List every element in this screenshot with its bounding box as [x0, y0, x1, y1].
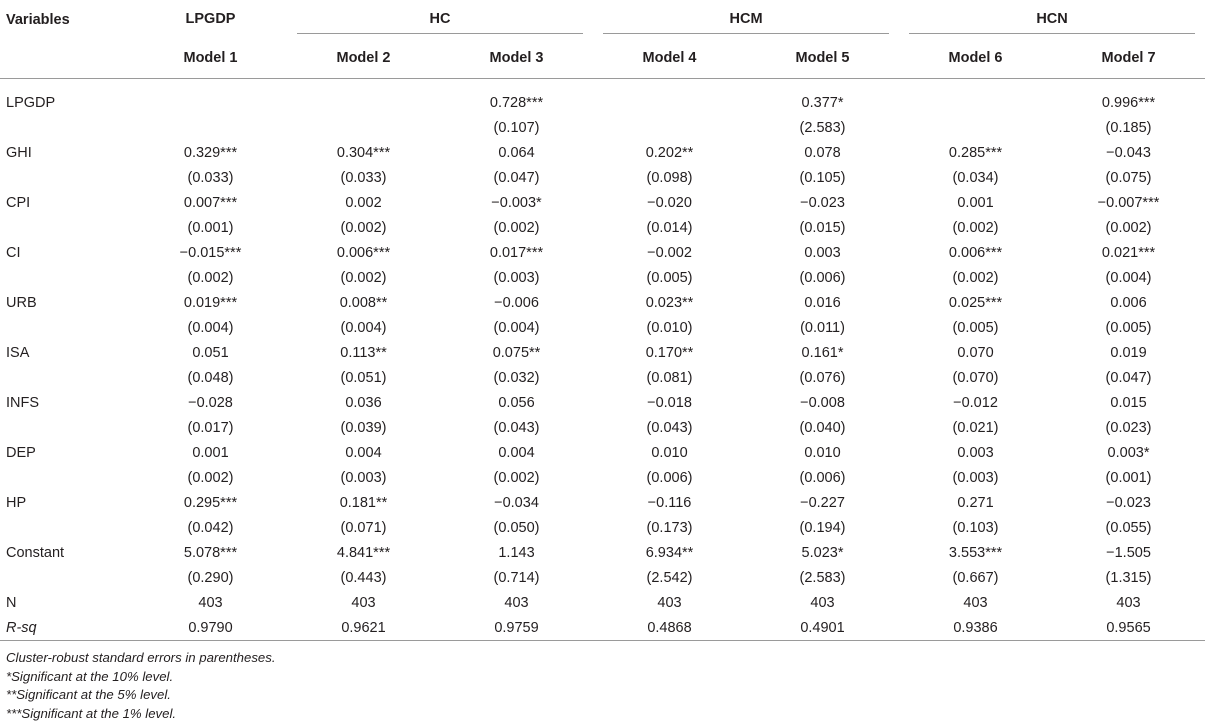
se-cell: (0.076)	[746, 366, 899, 391]
coef-cell: 0.728***	[440, 91, 593, 116]
se-cell: (0.714)	[440, 566, 593, 591]
spacer-row	[0, 78, 1205, 91]
coef-cell: 0.113**	[287, 341, 440, 366]
coef-cell: −0.007***	[1052, 191, 1205, 216]
se-cell: (0.050)	[440, 516, 593, 541]
se-cell	[899, 116, 1052, 141]
n-cell: 403	[287, 591, 440, 616]
rsq-cell: 0.9621	[287, 616, 440, 641]
coef-cell: 0.017***	[440, 241, 593, 266]
se-cell: (0.002)	[899, 266, 1052, 291]
empty-cell	[0, 116, 134, 141]
se-cell: (0.032)	[440, 366, 593, 391]
group-header-hcm: HCM	[593, 0, 899, 42]
rsq-cell: 0.9386	[899, 616, 1052, 641]
coef-cell: 0.329***	[134, 141, 287, 166]
coef-cell	[899, 91, 1052, 116]
empty-cell	[0, 316, 134, 341]
coef-cell: −0.116	[593, 491, 746, 516]
se-cell: (0.047)	[1052, 366, 1205, 391]
n-cell: 403	[1052, 591, 1205, 616]
se-cell: (0.033)	[134, 166, 287, 191]
coef-cell: −0.012	[899, 391, 1052, 416]
coef-cell: 0.036	[287, 391, 440, 416]
coef-cell: 1.143	[440, 541, 593, 566]
empty-cell	[0, 516, 134, 541]
coef-cell: 0.006***	[899, 241, 1052, 266]
table-notes	[0, 649, 1145, 723]
se-cell: (0.023)	[1052, 416, 1205, 441]
coef-cell: −0.002	[593, 241, 746, 266]
coef-cell: 0.023**	[593, 291, 746, 316]
variable-label: LPGDP	[0, 91, 134, 116]
coef-cell: 0.021***	[1052, 241, 1205, 266]
se-cell	[287, 116, 440, 141]
se-cell: (0.011)	[746, 316, 899, 341]
coef-cell: −0.023	[746, 191, 899, 216]
coef-cell: 0.006***	[287, 241, 440, 266]
se-cell: (0.185)	[1052, 116, 1205, 141]
coef-cell: 0.285***	[899, 141, 1052, 166]
coef-cell: 5.078***	[134, 541, 287, 566]
coef-cell: 0.015	[1052, 391, 1205, 416]
coef-cell: −0.018	[593, 391, 746, 416]
se-cell: (0.194)	[746, 516, 899, 541]
coef-cell: 0.271	[899, 491, 1052, 516]
se-cell: (0.002)	[440, 216, 593, 241]
coef-cell: 0.010	[593, 441, 746, 466]
se-cell: (0.006)	[746, 466, 899, 491]
model-header-row	[0, 42, 1205, 78]
se-cell: (0.005)	[1052, 316, 1205, 341]
se-cell: (0.005)	[593, 266, 746, 291]
coef-cell: 0.078	[746, 141, 899, 166]
n-row	[0, 591, 1205, 616]
se-cell: (0.005)	[899, 316, 1052, 341]
table-row-se	[0, 216, 1205, 241]
table-row	[0, 441, 1205, 466]
table-row	[0, 491, 1205, 516]
se-cell: (0.173)	[593, 516, 746, 541]
group-header-row	[0, 0, 1205, 42]
coef-cell: 0.019***	[134, 291, 287, 316]
coef-cell: −0.006	[440, 291, 593, 316]
table-row-se	[0, 366, 1205, 391]
empty-cell	[0, 216, 134, 241]
se-cell: (0.006)	[746, 266, 899, 291]
se-cell: (0.667)	[899, 566, 1052, 591]
se-cell: (0.048)	[134, 366, 287, 391]
se-cell: (0.034)	[899, 166, 1052, 191]
table-row	[0, 191, 1205, 216]
coef-cell: 0.003	[899, 441, 1052, 466]
table-row-se	[0, 466, 1205, 491]
rsq-cell: 0.4868	[593, 616, 746, 641]
coef-cell: 0.008**	[287, 291, 440, 316]
coef-cell: −0.015***	[134, 241, 287, 266]
coef-cell: 0.002	[287, 191, 440, 216]
se-cell: (0.015)	[746, 216, 899, 241]
se-cell: (0.098)	[593, 166, 746, 191]
se-cell: (0.075)	[1052, 166, 1205, 191]
se-cell: (0.003)	[440, 266, 593, 291]
rsq-cell: 0.9790	[134, 616, 287, 641]
se-cell: (0.002)	[440, 466, 593, 491]
empty-cell	[0, 166, 134, 191]
group-header-lpgdp: LPGDP	[134, 0, 287, 42]
empty-cell	[0, 466, 134, 491]
coef-cell: 3.553***	[899, 541, 1052, 566]
coef-cell: 0.064	[440, 141, 593, 166]
se-cell: (2.542)	[593, 566, 746, 591]
coef-cell: 0.019	[1052, 341, 1205, 366]
coef-cell: 0.007***	[134, 191, 287, 216]
se-cell: (0.003)	[287, 466, 440, 491]
rsq-row	[0, 616, 1205, 641]
coef-cell: 0.304***	[287, 141, 440, 166]
table-row	[0, 91, 1205, 116]
se-cell: (0.004)	[440, 316, 593, 341]
model-header: Model 7	[1052, 42, 1205, 78]
table-row-se	[0, 516, 1205, 541]
empty-cell	[0, 566, 134, 591]
coef-cell: 0.996***	[1052, 91, 1205, 116]
se-cell: (0.081)	[593, 366, 746, 391]
coef-cell: 4.841***	[287, 541, 440, 566]
se-cell: (0.043)	[593, 416, 746, 441]
variable-label: CI	[0, 241, 134, 266]
n-cell: 403	[440, 591, 593, 616]
coef-cell: 5.023*	[746, 541, 899, 566]
table-row	[0, 391, 1205, 416]
se-cell: (0.039)	[287, 416, 440, 441]
table-body	[0, 78, 1205, 641]
coef-cell: 0.004	[440, 441, 593, 466]
table-row	[0, 141, 1205, 166]
n-cell: 403	[134, 591, 287, 616]
coef-cell: 0.056	[440, 391, 593, 416]
variable-label: CPI	[0, 191, 134, 216]
se-cell: (0.002)	[1052, 216, 1205, 241]
se-cell: (0.002)	[134, 266, 287, 291]
note-line: **Significant at the 5% level.	[6, 686, 1145, 705]
se-cell	[134, 116, 287, 141]
se-cell: (0.006)	[593, 466, 746, 491]
se-cell: (0.004)	[287, 316, 440, 341]
se-cell: (0.002)	[134, 466, 287, 491]
empty-cell	[0, 266, 134, 291]
se-cell: (0.107)	[440, 116, 593, 141]
se-cell: (0.001)	[134, 216, 287, 241]
se-cell	[593, 116, 746, 141]
coef-cell: −0.034	[440, 491, 593, 516]
variable-label: URB	[0, 291, 134, 316]
table-row-se	[0, 566, 1205, 591]
n-cell: 403	[899, 591, 1052, 616]
table-row-se	[0, 166, 1205, 191]
variable-label: DEP	[0, 441, 134, 466]
rsq-cell: 0.9565	[1052, 616, 1205, 641]
coef-cell: 0.075**	[440, 341, 593, 366]
se-cell: (1.315)	[1052, 566, 1205, 591]
coef-cell: −0.028	[134, 391, 287, 416]
coef-cell: 0.003*	[1052, 441, 1205, 466]
coef-cell: −0.003*	[440, 191, 593, 216]
rsq-cell: 0.9759	[440, 616, 593, 641]
table-row-se	[0, 416, 1205, 441]
coef-cell: 0.004	[287, 441, 440, 466]
spacer-cell	[0, 78, 1205, 91]
coef-cell	[593, 91, 746, 116]
model-header: Model 3	[440, 42, 593, 78]
se-cell: (0.001)	[1052, 466, 1205, 491]
se-cell: (0.010)	[593, 316, 746, 341]
se-cell: (0.290)	[134, 566, 287, 591]
coef-cell: 0.202**	[593, 141, 746, 166]
table-row	[0, 541, 1205, 566]
rsq-label: R-sq	[0, 616, 134, 641]
se-cell: (0.004)	[134, 316, 287, 341]
se-cell: (0.042)	[134, 516, 287, 541]
model-header: Model 2	[287, 42, 440, 78]
se-cell: (0.002)	[899, 216, 1052, 241]
coef-cell: 0.001	[899, 191, 1052, 216]
coef-cell: 0.170**	[593, 341, 746, 366]
note-line: Cluster-robust standard errors in parentheses.	[6, 649, 1145, 668]
se-cell: (2.583)	[746, 566, 899, 591]
group-header-hc: HC	[287, 0, 593, 42]
coef-cell: 0.006	[1052, 291, 1205, 316]
model-header: Model 5	[746, 42, 899, 78]
variable-label: HP	[0, 491, 134, 516]
n-cell: 403	[746, 591, 899, 616]
se-cell: (0.021)	[899, 416, 1052, 441]
coef-cell: 0.025***	[899, 291, 1052, 316]
coef-cell: 0.377*	[746, 91, 899, 116]
se-cell: (0.002)	[287, 266, 440, 291]
coef-cell: 6.934**	[593, 541, 746, 566]
coef-cell: 0.295***	[134, 491, 287, 516]
model-header: Model 6	[899, 42, 1052, 78]
note-line: *Significant at the 10% level.	[6, 668, 1145, 687]
se-cell: (2.583)	[746, 116, 899, 141]
rsq-cell: 0.4901	[746, 616, 899, 641]
se-cell: (0.014)	[593, 216, 746, 241]
table-row	[0, 241, 1205, 266]
coef-cell: 0.016	[746, 291, 899, 316]
se-cell: (0.043)	[440, 416, 593, 441]
coef-cell: −1.505	[1052, 541, 1205, 566]
coef-cell: −0.043	[1052, 141, 1205, 166]
table-row-se	[0, 266, 1205, 291]
se-cell: (0.017)	[134, 416, 287, 441]
se-cell: (0.103)	[899, 516, 1052, 541]
coef-cell: −0.008	[746, 391, 899, 416]
coef-cell: −0.023	[1052, 491, 1205, 516]
se-cell: (0.033)	[287, 166, 440, 191]
model-header: Model 4	[593, 42, 746, 78]
n-label: N	[0, 591, 134, 616]
empty-cell	[0, 366, 134, 391]
coef-cell: 0.070	[899, 341, 1052, 366]
se-cell: (0.105)	[746, 166, 899, 191]
model-header: Model 1	[134, 42, 287, 78]
table-row-se	[0, 316, 1205, 341]
se-cell: (0.055)	[1052, 516, 1205, 541]
coef-cell: 0.010	[746, 441, 899, 466]
table-row	[0, 341, 1205, 366]
note-line: ***Significant at the 1% level.	[6, 705, 1145, 723]
se-cell: (0.071)	[287, 516, 440, 541]
table-row	[0, 291, 1205, 316]
coef-cell	[134, 91, 287, 116]
variable-label: INFS	[0, 391, 134, 416]
coef-cell: 0.001	[134, 441, 287, 466]
coef-cell: −0.020	[593, 191, 746, 216]
se-cell: (0.003)	[899, 466, 1052, 491]
coef-cell: 0.161*	[746, 341, 899, 366]
coef-cell: 0.003	[746, 241, 899, 266]
group-header-hcn: HCN	[899, 0, 1205, 42]
se-cell: (0.002)	[287, 216, 440, 241]
coef-cell: 0.051	[134, 341, 287, 366]
coef-cell: 0.181**	[287, 491, 440, 516]
empty-cell	[0, 416, 134, 441]
n-cell: 403	[593, 591, 746, 616]
variable-label: Constant	[0, 541, 134, 566]
coef-cell	[287, 91, 440, 116]
coef-cell: −0.227	[746, 491, 899, 516]
se-cell: (0.004)	[1052, 266, 1205, 291]
variable-label: ISA	[0, 341, 134, 366]
se-cell: (0.040)	[746, 416, 899, 441]
se-cell: (0.070)	[899, 366, 1052, 391]
se-cell: (0.443)	[287, 566, 440, 591]
variable-label: GHI	[0, 141, 134, 166]
se-cell: (0.047)	[440, 166, 593, 191]
table-row-se	[0, 116, 1205, 141]
variables-header: Variables	[0, 0, 134, 78]
se-cell: (0.051)	[287, 366, 440, 391]
